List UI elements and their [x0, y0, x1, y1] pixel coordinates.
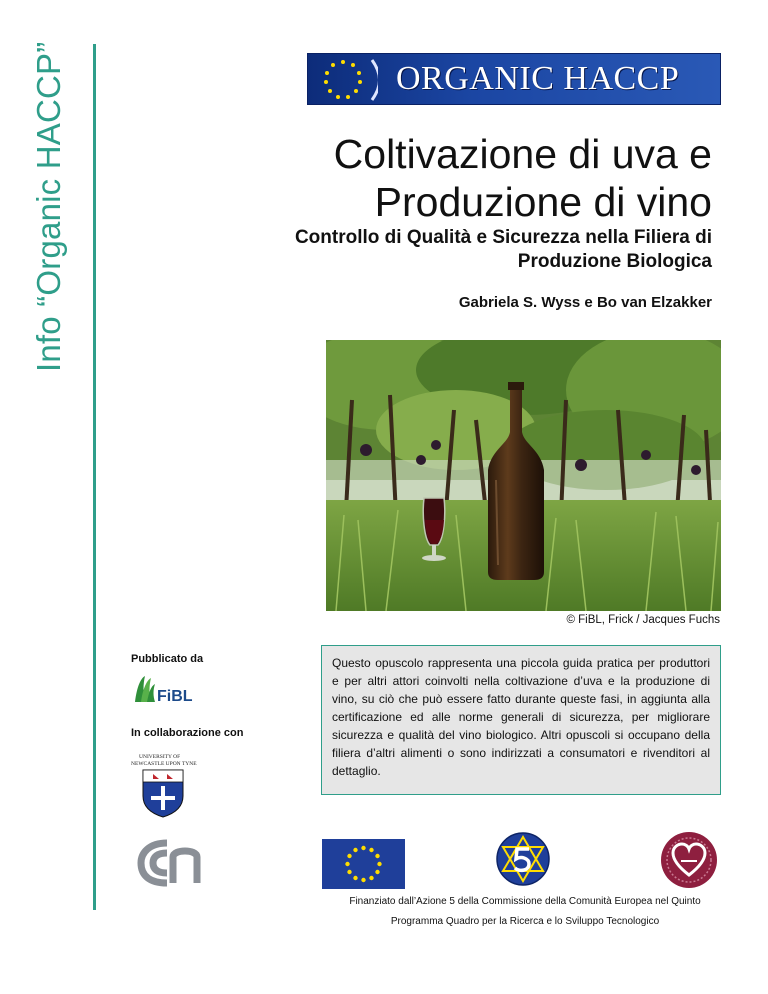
subtitle-line-2: Produzione Biologica — [517, 251, 712, 272]
title-line-1: Coltivazione di uva e — [333, 131, 712, 177]
banner-text: ORGANIC HACCP — [396, 60, 680, 97]
newcastle-university-logo — [131, 752, 211, 818]
fifth-framework-programme-logo — [495, 831, 551, 887]
title-line-2: Produzione di vino — [374, 179, 712, 225]
cnr-logo — [135, 837, 205, 889]
funding-line-1: Finanziato dall’Azione 5 della Commissione della Comunità Europea nel Quinto — [349, 896, 701, 907]
side-divider — [93, 44, 96, 910]
fibl-logo — [131, 672, 211, 708]
funding-statement — [320, 892, 730, 932]
fibl-logo-text: FiBL — [157, 688, 193, 705]
authors: Gabriela S. Wyss e Bo van Elzakker — [458, 294, 712, 311]
vineyard-wine-photo — [326, 340, 721, 611]
page-subtitle — [295, 226, 712, 274]
page-title — [334, 130, 712, 226]
eu-flag-icon — [322, 839, 405, 889]
photo-credit: © FiBL, Frick / Jacques Fuchs — [566, 614, 720, 626]
ncl-logo-line-2: NEWCASTLE UPON TYNE — [131, 761, 197, 767]
subtitle-line-1: Controllo di Qualità e Sicurezza nella Filiera di — [294, 227, 712, 248]
info-description-box: Questo opuscolo rappresenta una piccola guida pratica per produttori e per altri attori coinvolti nella coltivazione d’uva e la produzione di vino, su ciò che può essere fatto durante queste fasi, in aggiunta alla certificazione ed alle norme generali di sicurezza, per migliorare sicurezza e qualità del vino biologico. Altri opuscoli si occupano della filiera d’altri alimenti o sono indirizzati a consumatori e rivenditori al dettaglio. — [321, 645, 721, 795]
collaboration-label: In collaborazione con — [131, 727, 244, 739]
side-series-title: Info “Organic HACCP” — [30, 41, 67, 372]
funding-line-2: Programma Quadro per la Ricerca e lo Sviluppo Tecnologico — [390, 916, 660, 927]
heart-emblem-logo — [660, 831, 718, 889]
ncl-logo-line-1: UNIVERSITY OF — [139, 754, 181, 760]
published-by-label: Pubblicato da — [131, 653, 204, 665]
eu-stars-icon — [308, 54, 378, 105]
organic-haccp-banner — [307, 53, 721, 105]
